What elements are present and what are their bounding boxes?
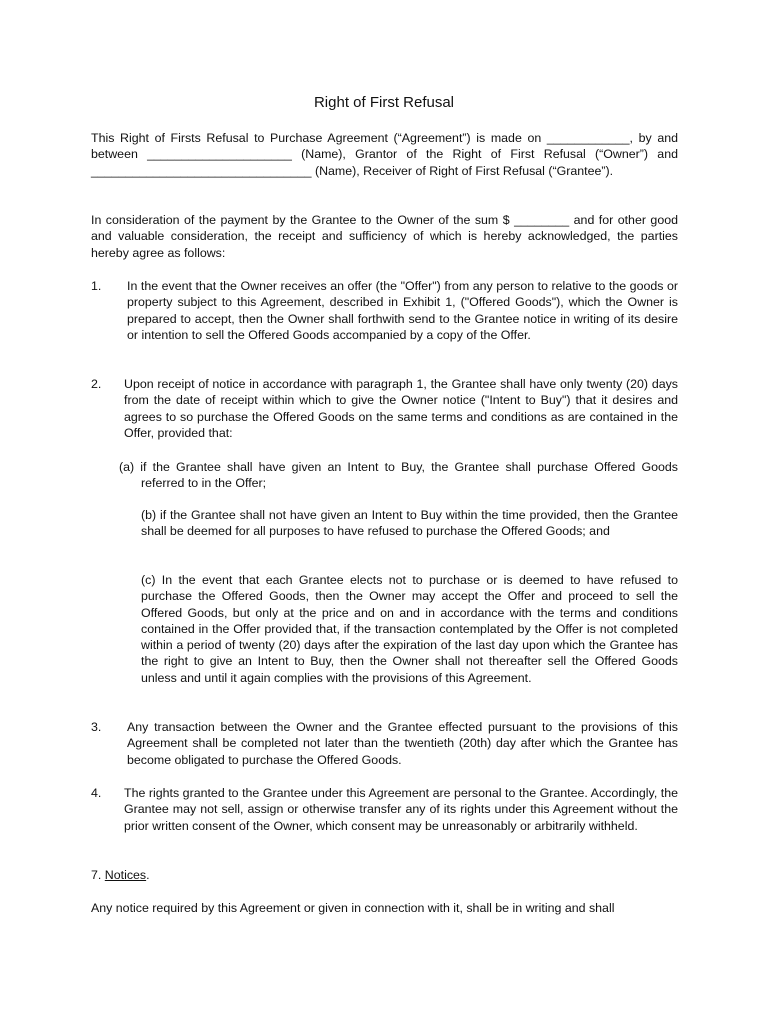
clause-number: 3. xyxy=(91,720,102,734)
clause-number: 4. xyxy=(91,786,102,800)
subclause-a-text: (a) if the Grantee shall have given an Intent to Buy, the Grantee shall purchase Offered Goods referred to in the Offer; xyxy=(119,460,678,491)
clause-text: Upon receipt of notice in accordance with paragraph 1, the Grantee shall have only twenty (20) days from the date of receipt within which to give the Owner notice ("Intent to Buy") that it desires and agrees to so purchase the Offered Goods on the same terms and conditions as are contained in the Offer, provided that: xyxy=(124,377,678,440)
notices-text: Any notice required by this Agreement or given in connection with it, shall be in writing and shall xyxy=(91,901,615,915)
notices-number: 7. xyxy=(91,868,102,882)
notices-heading-text: Notices xyxy=(104,868,147,882)
clause-text: In the event that the Owner receives an offer (the "Offer") from any person to relative to the goods or property subject to this Agreement, described in Exhibit 1, ("Offered Goods"), which the Owner is prepared to accept, then the Owner shall forthwith send to the Grantee notice in writing of its desire or intention to sell the Offered Goods accompanied by a copy of the Offer. xyxy=(127,279,678,342)
clause-number: 1. xyxy=(91,279,102,293)
clause-number: 2. xyxy=(91,377,102,391)
consideration-paragraph: In consideration of the payment by the Grantee to the Owner of the sum $ ________ and for other good and valuable consideration, the receipt and sufficiency of which is hereby acknowledged, the parties hereby agree as follows: xyxy=(91,213,678,260)
subclause-c: (c) In the event that each Grantee elects not to purchase or is deemed to have refused to purchase the Offered Goods, then the Owner may accept the Offer and proceed to sell the Offered Goods, but only at the price and on and in accordance with the terms and conditions contained in the Offer provided that, if the transaction contemplated by the Offer is not completed within a period of twenty (20) days after the expiration of the last day upon which the Grantee has the right to give an Intent to Buy, then the Owner shall not thereafter sell the Offered Goods unless and until it again complies with the provisions of this Agreement. xyxy=(141,573,678,685)
subclause-a xyxy=(119,459,678,492)
intro-paragraph: This Right of Firsts Refusal to Purchase Agreement (“Agreement”) is made on ____________, by and between _____________________ (Name), Grantor of the Right of First Refusal (“Owner”) and ________________________________ (Name), Receiver of Right of First Refusal (“Grantee”). xyxy=(91,131,678,178)
notices-heading xyxy=(91,867,150,883)
notices-heading-punct: . xyxy=(146,868,150,882)
document-title: Right of First Refusal xyxy=(313,94,455,111)
subclause-b: (b) if the Grantee shall not have given an Intent to Buy within the time provided, then the Grantee shall be deemed for all purposes to have refused to purchase the Offered Goods; and xyxy=(141,508,678,539)
clause-text: The rights granted to the Grantee under this Agreement are personal to the Grantee. Accordingly, the Grantee may not sell, assign or otherwise transfer any of its rights under this Agreement without the prior written consent of the Owner, which consent may be unreasonably or arbitrarily withheld. xyxy=(124,786,678,833)
clause-text: Any transaction between the Owner and the Grantee effected pursuant to the provisions of this Agreement shall be completed not later than the twentieth (20th) day after which the Grantee has become obligated to purchase the Offered Goods. xyxy=(127,720,678,767)
